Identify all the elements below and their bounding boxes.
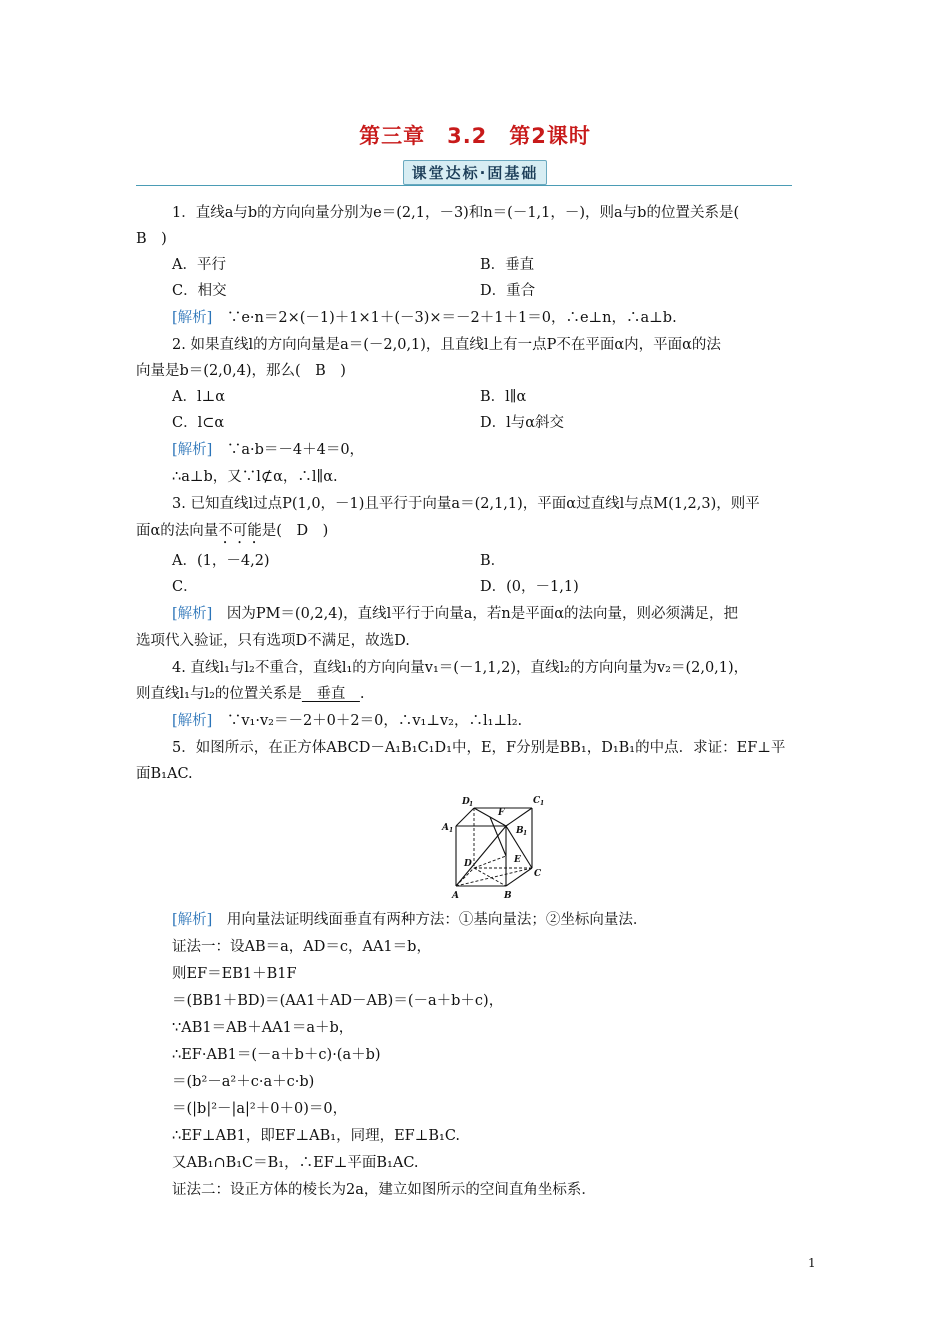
analysis-tag: [解析] [172, 713, 213, 729]
q5-stem-2: 面B₁AC. [136, 766, 193, 782]
segment-ef [490, 817, 506, 856]
svg-text:1: 1 [540, 800, 545, 807]
label-f: F [498, 808, 505, 818]
q4-answer-blank: 垂直 [301, 686, 360, 702]
q5-analysis-text: 用向量法证明线面垂直有两种方法：①基向量法；②坐标向量法． [226, 912, 648, 928]
proof1-line-6: ＝(b²－a²＋c·a＋c·b) [172, 1074, 315, 1090]
hidden-diag-bd [474, 868, 506, 886]
q3-stem-2: 面α的法向量不可能是( D ) [136, 523, 329, 539]
edge-bc [506, 868, 532, 886]
q1-stem-2: B ) [136, 231, 167, 247]
proof1-line-3: ＝(BB1＋BD)＝(AA1＋AD－AB)＝(－a＋b＋c)， [172, 993, 504, 1009]
q3-option-c: C． [172, 579, 198, 595]
q1-option-d: D．重合 [480, 283, 536, 299]
q2-stem-2: 向量是b＝(2,0,4)，那么( B ) [136, 363, 346, 379]
q1-analysis-text: ∵e·n＝2×(－1)＋1×1＋(－3)×＝－2＋1＋1＝0，∴e⊥n，∴a⊥b. [226, 310, 677, 326]
section-banner: 课堂达标·固基础 [403, 160, 548, 185]
label-b1: B [516, 826, 524, 836]
page-number: 1 [808, 1256, 816, 1270]
analysis-tag: [解析] [172, 912, 213, 928]
edge-a1d1 [456, 808, 474, 826]
q4-stem-1: 4. 直线l₁与l₂不重合，直线l₁的方向向量v₁＝(－1,1,2)，直线l₂的方向向量为v₂＝(2,0,1)， [172, 660, 749, 676]
svg-text:1: 1 [469, 801, 474, 808]
svg-text:1: 1 [449, 827, 454, 834]
label-a: A [452, 891, 459, 901]
proof1-line-5: ∴EF·AB1＝(－a＋b＋c)·(a＋b) [172, 1047, 381, 1063]
proof1-line-4: ∵AB1＝AB＋AA1＝a＋b， [172, 1020, 354, 1036]
q2-analysis-text: ∵a·b＝－4＋4＝0， [226, 442, 365, 458]
label-a1: A [442, 823, 449, 833]
q5-analysis [172, 910, 852, 930]
analysis-tag: [解析] [172, 606, 213, 622]
q4-analysis [172, 711, 852, 731]
q1-option-b: B．垂直 [480, 257, 535, 273]
diag-ab1 [456, 826, 506, 886]
edge-b1c1 [506, 808, 532, 826]
cube-figure [438, 790, 558, 902]
emphasis-text: 不可能 [218, 523, 262, 539]
proof1-line-7: ＝(|b|²－|a|²＋0＋0)＝0， [172, 1101, 348, 1117]
label-c: C [534, 869, 542, 879]
proof2-line-1: 证法二：设正方体的棱长为2a，建立如图所示的空间直角坐标系． [172, 1182, 596, 1198]
label-c1: C [533, 796, 541, 806]
q2-option-d: D．l与α斜交 [480, 415, 565, 431]
svg-text:1: 1 [523, 830, 528, 837]
proof1-line-2: 则EF＝EB1＋B1F [172, 966, 297, 982]
q3-option-b: B． [480, 553, 506, 569]
page-title: 第三章 3.2 第2课时 [359, 124, 591, 148]
analysis-tag: [解析] [172, 310, 213, 326]
q1-option-c: C．相交 [172, 283, 227, 299]
q3-analysis-1 [172, 604, 852, 624]
q4-analysis-text: ∵v₁·v₂＝－2＋0＋2＝0，∴v₁⊥v₂，∴l₁⊥l₂. [226, 713, 523, 729]
proof1-line-9: 又AB₁∩B₁C＝B₁，∴EF⊥平面B₁AC. [172, 1155, 419, 1171]
q2-analysis-1 [172, 440, 852, 460]
q3-option-a: A．(1，－4,2) [172, 553, 270, 569]
q4-stem-2: 则直线l₁与l₂的位置关系是 垂直 . [136, 686, 365, 702]
proof1-line-8: ∴EF⊥AB1，即EF⊥AB₁，同理，EF⊥B₁C. [172, 1128, 461, 1144]
label-e: E [514, 855, 521, 865]
q3-option-d: D．(0，－1,1) [480, 579, 579, 595]
q1-stem-1: 1．直线a与b的方向向量分别为e＝(2,1，－3)和n＝(－1,1，－)，则a与b的位置关系是( [172, 205, 740, 221]
label-d: D [464, 859, 472, 869]
q2-analysis-2: ∴a⊥b，又∵l⊄α，∴l∥α. [172, 469, 338, 485]
q5-stem-1: 5．如图所示，在正方体ABCD－A₁B₁C₁D₁中，E，F分别是BB₁，D₁B₁的中点．求证：EF⊥平 [172, 740, 786, 756]
label-d1: D [462, 797, 470, 807]
q2-option-b: B．l∥α [480, 389, 527, 405]
q3-analysis-2: 选项代入验证，只有选项D不满足，故选D. [136, 633, 410, 649]
q3-stem-1: 3. 已知直线l过点P(1,0，－1)且平行于向量a＝(2,1,1)，平面α过直线l与点M(1,2,3)，则平 [172, 496, 760, 512]
q3-analysis-text: 因为PM＝(0,2,4)，直线l平行于向量a，若n是平面α的法向量，则必须满足，把 [226, 606, 739, 622]
hidden-diag-ac [456, 868, 532, 886]
header-rule [136, 185, 792, 186]
q1-option-a: A．平行 [172, 257, 226, 273]
analysis-tag: [解析] [172, 442, 213, 458]
q2-stem-1: 2. 如果直线l的方向向量是a＝(－2,0,1)，且直线l上有一点P不在平面α内，平面α的法 [172, 337, 721, 353]
proof1-line-1: 证法一：设AB＝a，AD＝c，AA1＝b， [172, 939, 431, 955]
label-b: B [504, 891, 512, 901]
q1-analysis [172, 308, 852, 328]
q2-option-c: C．l⊂α [172, 415, 225, 431]
q2-option-a: A．l⊥α [172, 389, 226, 405]
